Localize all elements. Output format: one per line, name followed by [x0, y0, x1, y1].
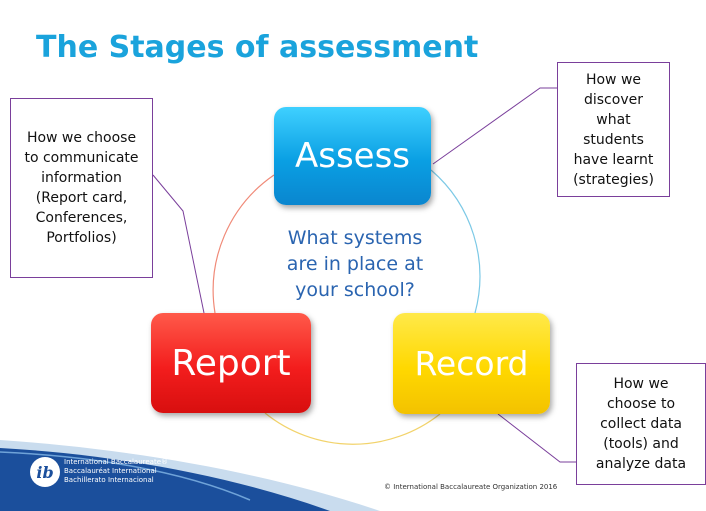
center-question: [270, 225, 440, 303]
note-line: have learnt: [573, 151, 654, 168]
report-stage-label: Report: [171, 342, 291, 384]
cycle-arc-report-assess: [213, 175, 274, 313]
assess-stage-label: Assess: [294, 136, 411, 176]
record-stage-label: Record: [414, 344, 529, 383]
note-line: analyze data: [595, 456, 687, 472]
callout-line-left: [153, 175, 204, 313]
org-line: Bachillerato Internacional: [64, 476, 154, 484]
note-line: How we: [613, 376, 669, 392]
note-line: How we choose: [26, 130, 137, 146]
report-stage-box: [151, 313, 311, 413]
page-title: The Stages of assessment: [36, 30, 479, 65]
note-line: collect data: [600, 416, 682, 432]
note-line: what: [596, 111, 631, 128]
center-question-line: What systems: [287, 227, 423, 249]
note-line: to communicate: [24, 150, 139, 166]
note-line: Portfolios): [46, 230, 117, 246]
note-line: students: [583, 131, 644, 148]
note-line: (tools) and: [603, 436, 679, 452]
center-question-line: are in place at: [286, 253, 424, 275]
note-line: choose to: [606, 396, 676, 412]
note-line: (strategies): [573, 171, 654, 188]
org-line: International Baccalaureate®: [64, 458, 169, 466]
note-line: How we: [585, 71, 642, 88]
assess-stage-box: [274, 107, 431, 205]
copyright-text: © International Baccalaureate Organization 2016: [384, 483, 558, 491]
callout-line-right: [433, 88, 557, 164]
ib-logo-text: ib: [36, 462, 54, 482]
assess-callout-note: [557, 62, 670, 197]
note-line: (Report card,: [35, 190, 128, 206]
note-line: discover: [583, 91, 643, 108]
ib-logo: [30, 457, 60, 487]
center-question-line: your school?: [295, 279, 415, 301]
org-line: Baccalauréat International: [64, 467, 157, 475]
ib-organization-name: [64, 458, 168, 485]
record-stage-box: [393, 313, 550, 414]
report-callout-note: [10, 98, 153, 278]
note-line: Conferences,: [35, 210, 128, 226]
note-line: information: [41, 170, 122, 186]
